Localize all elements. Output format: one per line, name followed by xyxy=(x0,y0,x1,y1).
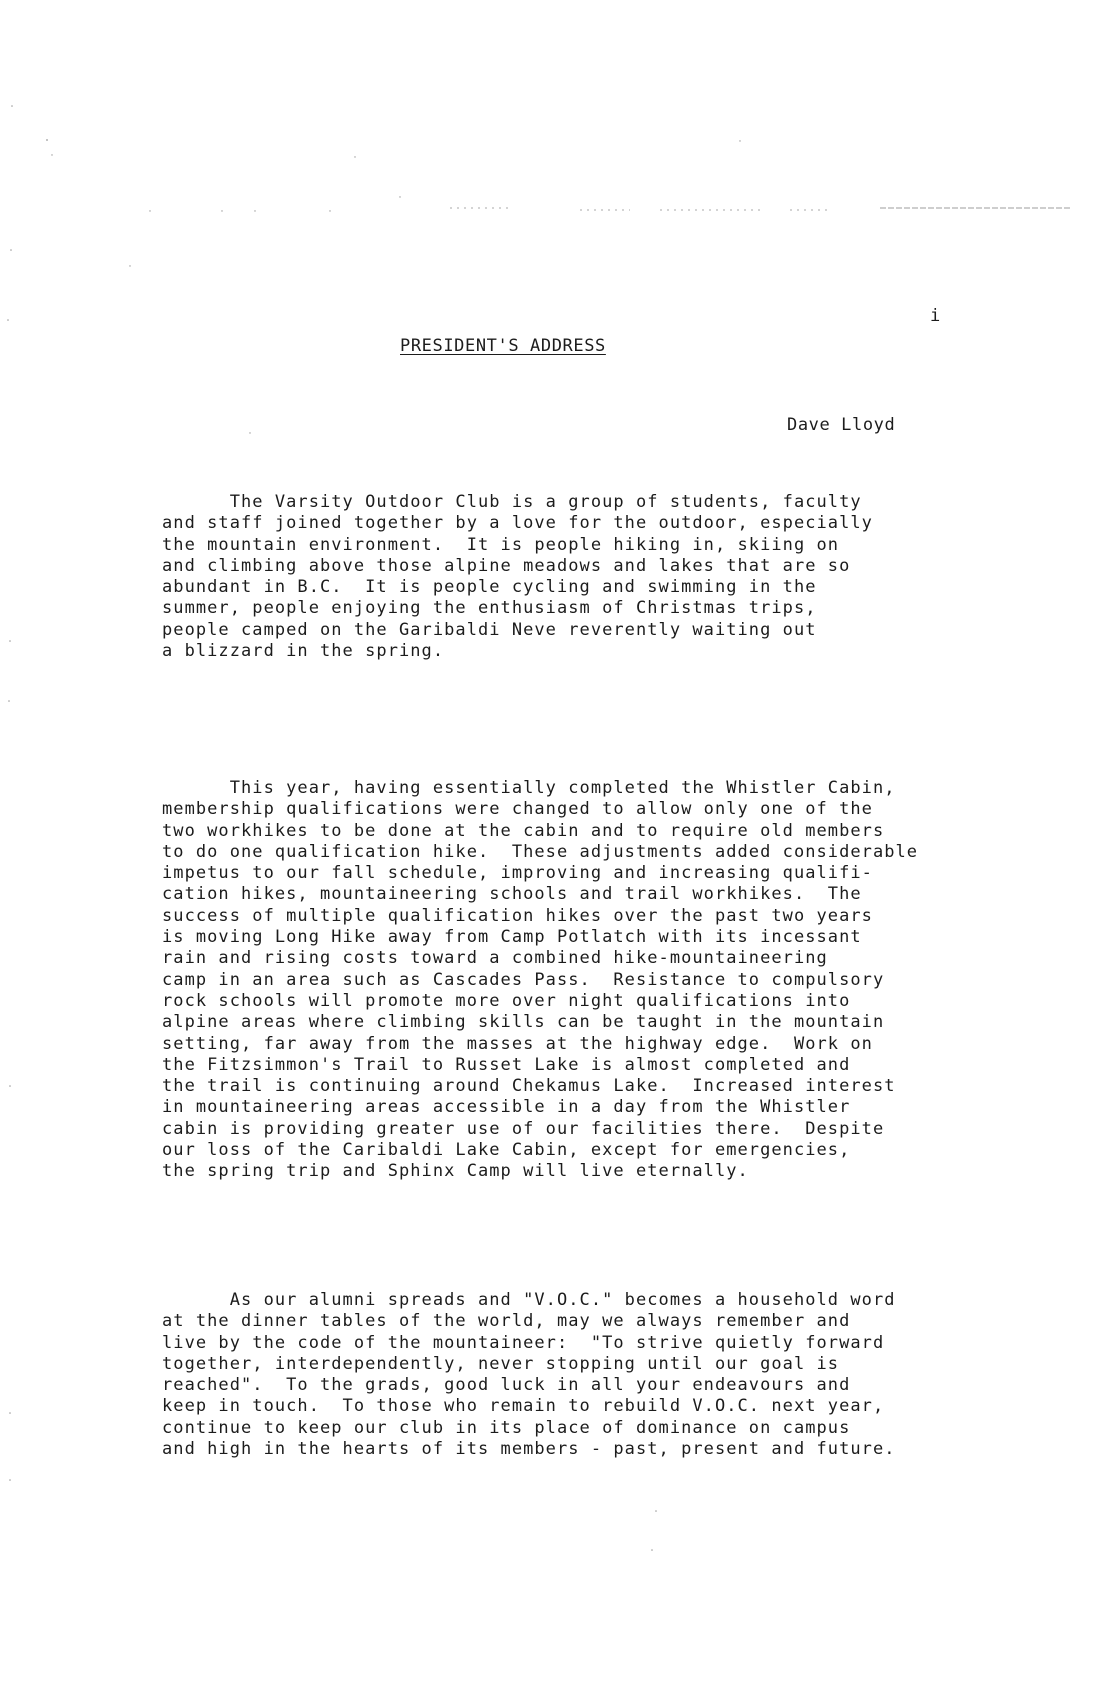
author-name: Dave Lloyd xyxy=(787,415,896,435)
page-title: PRESIDENT'S ADDRESS xyxy=(400,336,606,356)
paragraph-2: This year, having essentially completed the Whistler Cabin, membership qualifications were changed to allow only one of the two workhikes to be done at the cabin and to require old members to do one qualification hike. These adjustments added considerable impetus to our fall schedule, improving and increasing qualifi- cation hikes, mountaineering schools and trail workhikes. The success of multiple qualification hikes over the past two years is moving Long Hike away from Camp Potlatch with its incessant rain and rising costs toward a combined hike-mountaineering camp in an area such as Cascades Pass. Resistance to compulsory rock schools will promote more over night qualifications into alpine areas where climbing skills can be taught in the mountain setting, far away from the masses at the highway edge. Work on the Fitzsimmon's Trail to Russet Lake is almost completed and the trail is continuing around Chekamus Lake. Increased interest in mountaineering areas accessible in a day from the Whistler cabin is providing greater use of our facilities there. Despite our loss of the Caribaldi Lake Cabin, except for emergencies, the spring trip and Sphinx Camp will live eternally. xyxy=(162,778,919,1182)
paragraph-1: The Varsity Outdoor Club is a group of students, faculty and staff joined together by a love for the outdoor, especially the mountain environment. It is people hiking in, skiing on and climbing above those alpine meadows and lakes that are so abundant in B.C. It is people cycling and swimming in the summer, people enjoying the enthusiasm of Christmas trips, people camped on the Garibaldi Neve reverently waiting out a blizzard in the spring. xyxy=(162,492,873,662)
paragraph-3: As our alumni spreads and "V.O.C." becomes a household word at the dinner tables of the world, may we always remember and live by the code of the mountaineer: "To strive quietly forward together, interdependently, never stopping until our goal is reached". To the grads, good luck in all your endeavours and keep in touch. To those who remain to rebuild V.O.C. next year, continue to keep our club in its place of dominance on campus and high in the hearts of its members - past, present and future. xyxy=(162,1290,896,1460)
page-number: i xyxy=(930,306,941,326)
